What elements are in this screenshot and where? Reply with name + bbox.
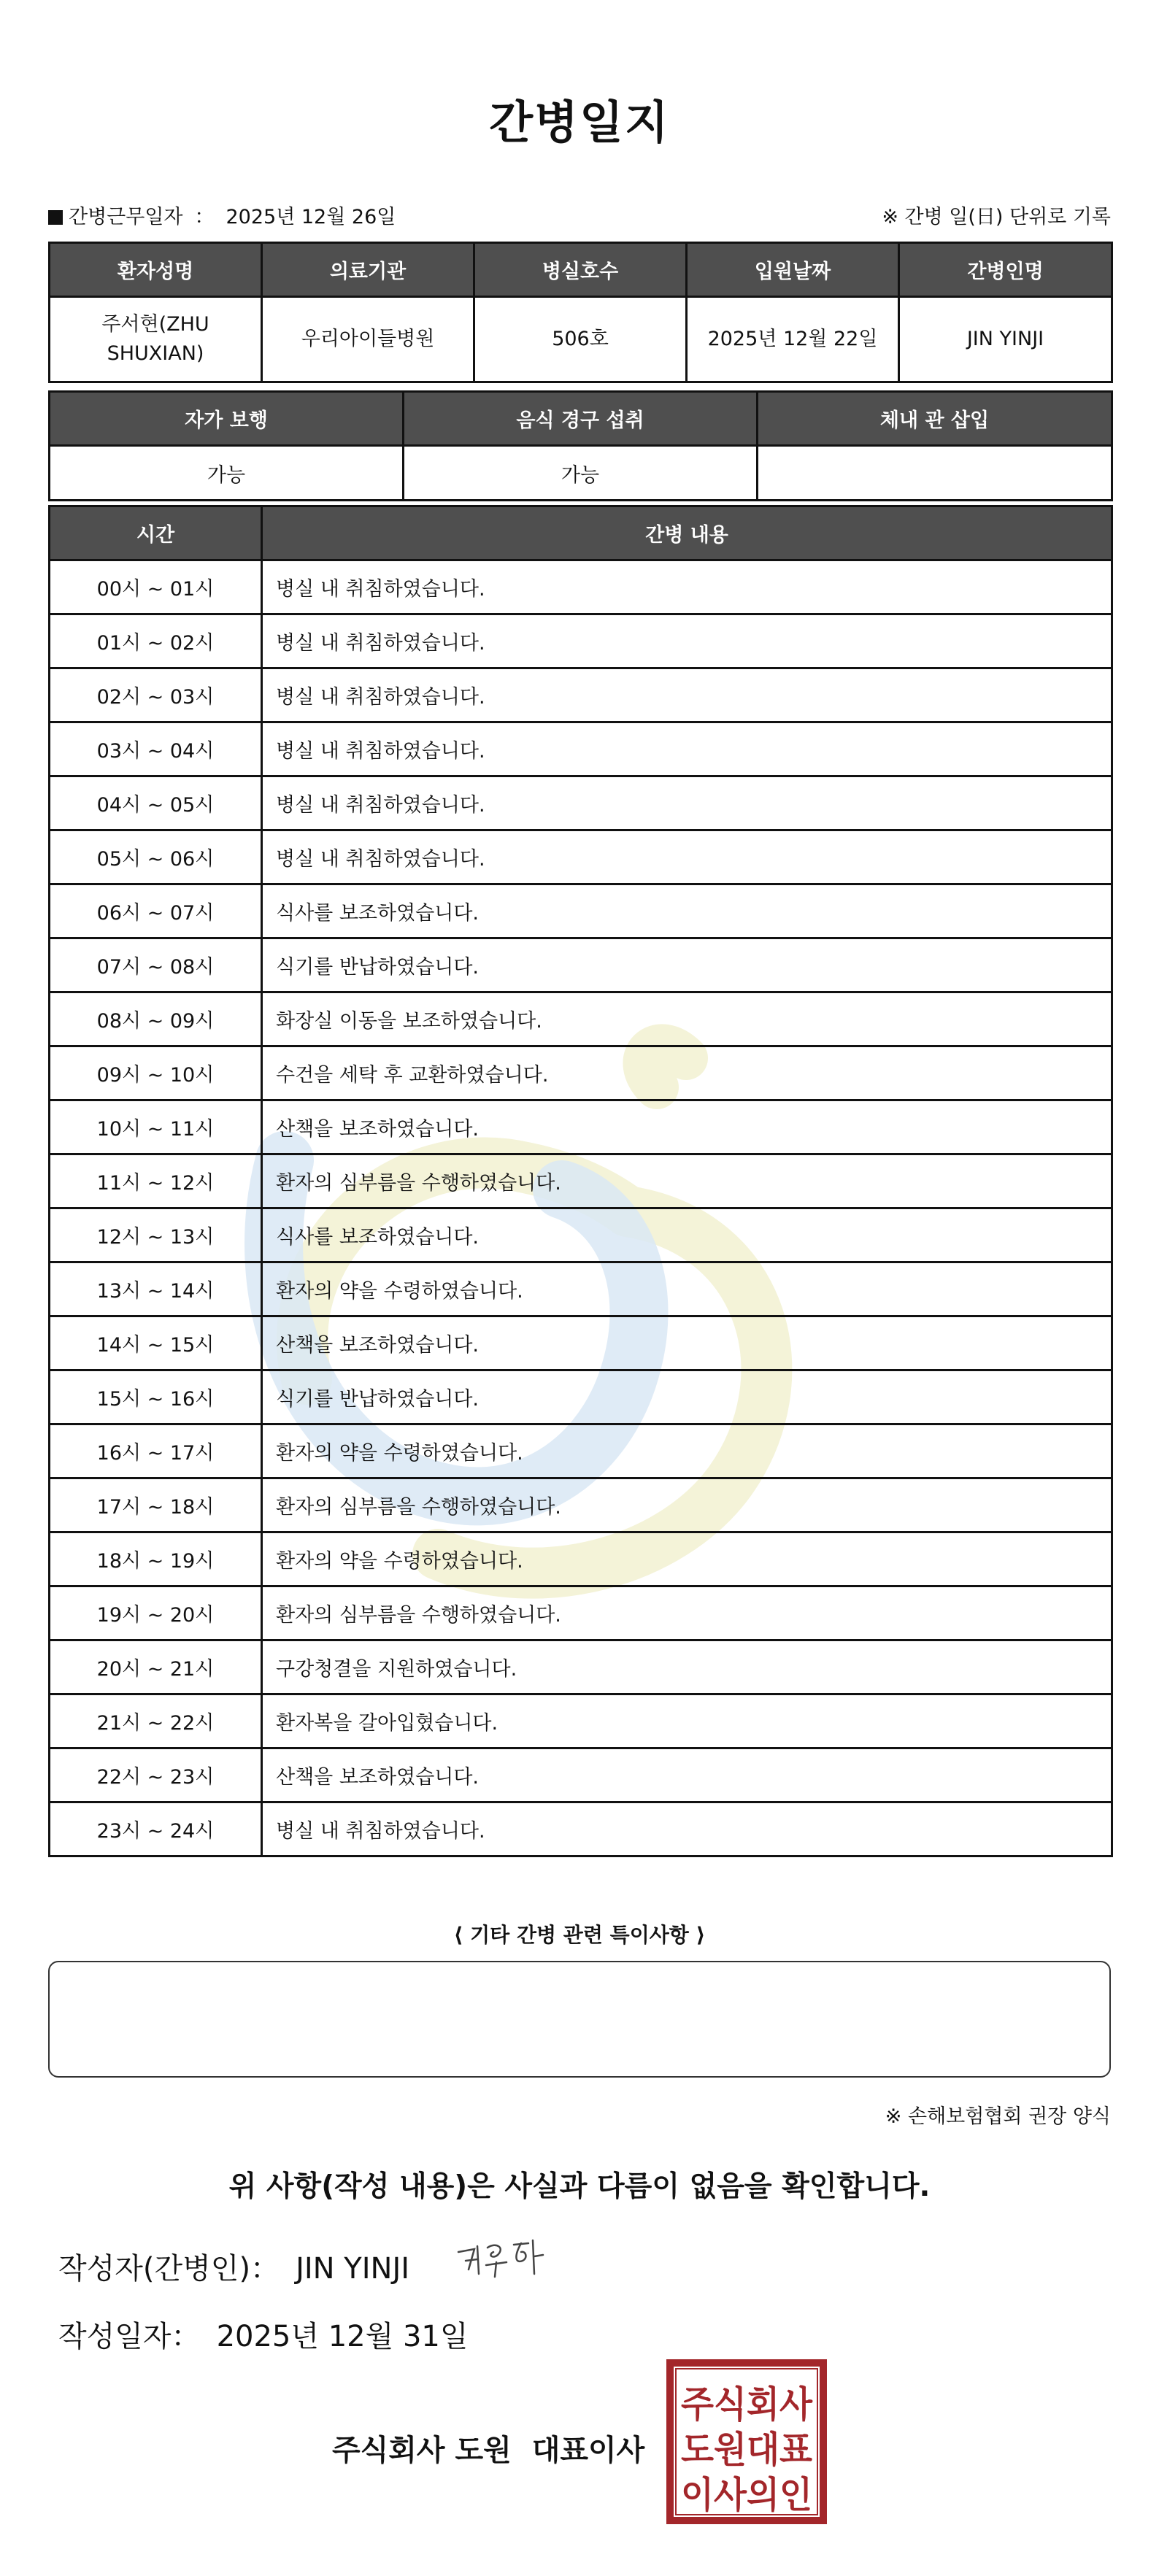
company-seal-stamp [666, 2359, 828, 2525]
log-content: 식사를 보조하였습니다. [262, 884, 1112, 938]
log-time: 10시 ~ 11시 [50, 1100, 262, 1154]
page-title: 간병일지 [489, 96, 670, 149]
log-time: 18시 ~ 19시 [50, 1532, 262, 1586]
work-date-colon: ： [194, 205, 215, 228]
header-care-content: 간병 내용 [262, 506, 1112, 560]
svg-text:이사의인: 이사의인 [681, 2474, 812, 2516]
log-time: 09시 ~ 10시 [50, 1046, 262, 1100]
header-time: 시간 [50, 506, 262, 560]
log-time: 17시 ~ 18시 [50, 1478, 262, 1532]
log-content: 식기를 반납하였습니다. [262, 938, 1112, 992]
caregiver-name: JIN YINJI [899, 297, 1112, 382]
log-content: 병실 내 취침하였습니다. [262, 830, 1112, 884]
walking-status: 가능 [50, 446, 404, 501]
confirmation-statement: 위 사항(작성 내용)은 사실과 다름이 없음을 확인합니다. [228, 2170, 931, 2203]
patient-status-table [48, 390, 1113, 501]
patient-name: 주서현(ZHU SHUXIAN) [50, 297, 262, 382]
log-time: 08시 ~ 09시 [50, 992, 262, 1046]
log-row [50, 1640, 1112, 1694]
log-content: 환자의 심부름을 수행하였습니다. [262, 1478, 1112, 1532]
log-row [50, 884, 1112, 938]
header-patient-name: 환자성명 [50, 243, 262, 297]
other-notes-title: ⟨ 기타 간병 관련 특이사항 ⟩ [453, 1923, 706, 1947]
log-content: 병실 내 취침하였습니다. [262, 668, 1112, 722]
log-time: 21시 ~ 22시 [50, 1694, 262, 1748]
log-time: 12시 ~ 13시 [50, 1208, 262, 1262]
log-time: 22시 ~ 23시 [50, 1748, 262, 1802]
log-row [50, 668, 1112, 722]
log-body [50, 560, 1112, 1856]
handwritten-signature [453, 2232, 547, 2290]
header-room: 병실호수 [474, 243, 687, 297]
log-content: 식기를 반납하였습니다. [262, 1370, 1112, 1424]
tube-insertion-status [758, 446, 1112, 501]
record-unit-note: ※ 간병 일(日) 단위로 기록 [882, 205, 1111, 228]
header-oral-intake: 음식 경구 섭취 [404, 392, 758, 446]
company-representative: 대표이사 [531, 2434, 645, 2467]
header-caregiver-name: 간병인명 [899, 243, 1112, 297]
log-time: 20시 ~ 21시 [50, 1640, 262, 1694]
log-time: 15시 ~ 16시 [50, 1370, 262, 1424]
log-row [50, 560, 1112, 614]
header-hospital: 의료기관 [262, 243, 474, 297]
writer-name: JIN YINJI [296, 2252, 410, 2286]
log-time: 05시 ~ 06시 [50, 830, 262, 884]
work-date-label: 간병근무일자 [69, 205, 183, 228]
care-log-table [48, 505, 1113, 1857]
room-number: 506호 [474, 297, 687, 382]
log-content: 구강청결을 지원하였습니다. [262, 1640, 1112, 1694]
status-header-row [50, 392, 1112, 446]
header-tube-insertion: 체내 관 삽입 [758, 392, 1112, 446]
hospital-name: 우리아이들병원 [262, 297, 474, 382]
log-content: 산책을 보조하였습니다. [262, 1100, 1112, 1154]
work-date-value: 2025년 12월 26일 [226, 205, 396, 228]
log-content: 환자의 약을 수령하였습니다. [262, 1262, 1112, 1316]
writer-label: 작성자(간병인)： [58, 2252, 280, 2286]
writer-line [58, 2245, 409, 2287]
header-admission-date: 입원날짜 [687, 243, 899, 297]
patient-header-row [50, 243, 1112, 297]
log-row [50, 992, 1112, 1046]
log-row [50, 722, 1112, 776]
log-header-row [50, 506, 1112, 560]
written-date-value: 2025년 12월 31일 [216, 2320, 469, 2353]
log-content: 병실 내 취침하였습니다. [262, 1802, 1112, 1856]
log-row [50, 1316, 1112, 1370]
log-row [50, 614, 1112, 668]
log-row [50, 1424, 1112, 1478]
log-row [50, 830, 1112, 884]
company-name: 주식회사 도원 [332, 2434, 512, 2467]
log-content: 병실 내 취침하였습니다. [262, 614, 1112, 668]
log-time: 03시 ~ 04시 [50, 722, 262, 776]
log-row [50, 1046, 1112, 1100]
log-row [50, 1586, 1112, 1640]
log-content: 환자의 약을 수령하였습니다. [262, 1424, 1112, 1478]
log-content: 산책을 보조하였습니다. [262, 1316, 1112, 1370]
other-notes-box [48, 1961, 1111, 2078]
patient-info-table [48, 242, 1113, 383]
log-row [50, 1100, 1112, 1154]
svg-text:도원대표: 도원대표 [681, 2429, 813, 2471]
log-content: 수건을 세탁 후 교환하였습니다. [262, 1046, 1112, 1100]
log-row [50, 776, 1112, 830]
log-row [50, 1532, 1112, 1586]
log-time: 14시 ~ 15시 [50, 1316, 262, 1370]
log-row [50, 1262, 1112, 1316]
log-row [50, 1802, 1112, 1856]
meta-row [48, 200, 1111, 229]
log-row [50, 1370, 1112, 1424]
svg-text:주식회사: 주식회사 [681, 2383, 813, 2426]
recommended-form-note: ※ 손해보험협회 권장 양식 [885, 2105, 1111, 2128]
admission-date: 2025년 12월 22일 [687, 297, 899, 382]
written-date-line [58, 2313, 469, 2355]
log-time: 16시 ~ 17시 [50, 1424, 262, 1478]
log-row [50, 1694, 1112, 1748]
log-content: 화장실 이동을 보조하였습니다. [262, 992, 1112, 1046]
header-walking: 자가 보행 [50, 392, 404, 446]
log-content: 환자의 심부름을 수행하였습니다. [262, 1586, 1112, 1640]
log-time: 23시 ~ 24시 [50, 1802, 262, 1856]
log-content: 환자의 약을 수령하였습니다. [262, 1532, 1112, 1586]
log-time: 13시 ~ 14시 [50, 1262, 262, 1316]
written-date-label: 작성일자： [58, 2320, 201, 2353]
log-content: 환자의 심부름을 수행하였습니다. [262, 1154, 1112, 1208]
log-content: 병실 내 취침하였습니다. [262, 560, 1112, 614]
log-time: 07시 ~ 08시 [50, 938, 262, 992]
log-content: 환자복을 갈아입혔습니다. [262, 1694, 1112, 1748]
log-time: 11시 ~ 12시 [50, 1154, 262, 1208]
square-bullet-icon [48, 210, 63, 225]
log-time: 01시 ~ 02시 [50, 614, 262, 668]
log-content: 산책을 보조하였습니다. [262, 1748, 1112, 1802]
log-time: 06시 ~ 07시 [50, 884, 262, 938]
log-time: 02시 ~ 03시 [50, 668, 262, 722]
log-row [50, 938, 1112, 992]
status-data-row [50, 446, 1112, 501]
log-time: 04시 ~ 05시 [50, 776, 262, 830]
log-time: 00시 ~ 01시 [50, 560, 262, 614]
log-content: 병실 내 취침하였습니다. [262, 776, 1112, 830]
patient-data-row [50, 297, 1112, 382]
oral-intake-status: 가능 [404, 446, 758, 501]
work-date [48, 201, 396, 229]
log-row [50, 1748, 1112, 1802]
log-row [50, 1478, 1112, 1532]
log-row [50, 1208, 1112, 1262]
log-content: 병실 내 취침하였습니다. [262, 722, 1112, 776]
log-content: 식사를 보조하였습니다. [262, 1208, 1112, 1262]
log-time: 19시 ~ 20시 [50, 1586, 262, 1640]
company-line [332, 2427, 644, 2469]
log-row [50, 1154, 1112, 1208]
